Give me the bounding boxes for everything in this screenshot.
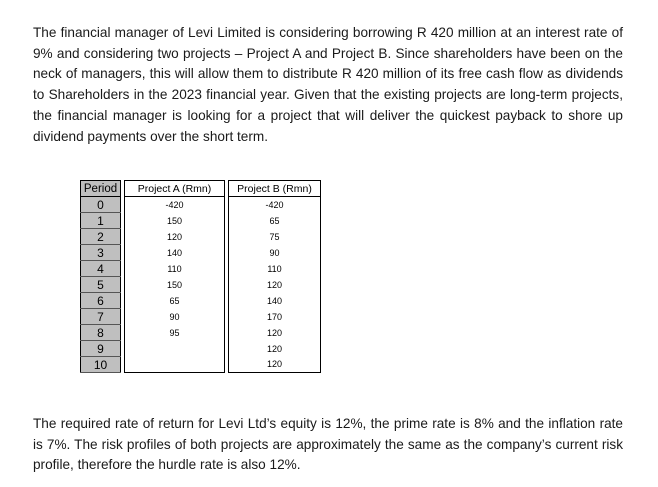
intro-paragraph: The financial manager of Levi Limited is considering borrowing R 420 million at an interest rate of 9% and considering two projects – Project A and Project B. Since shareholders have been on the neck of managers, this will allow them to distribute R 420 million of its free cash flow as dividends to Shareholders in the 2023 financial year. Given that the existing projects are long-term projects, the financial manager is looking for a project that will deliver the quickest payback to shore up dividend payments over the short term. (33, 25, 623, 144)
period-cell: 4 (81, 261, 121, 277)
cash-flow-table (80, 180, 321, 373)
table-row (81, 197, 321, 213)
table-row (81, 325, 321, 341)
period-cell: 1 (81, 213, 121, 229)
project-b-cell: 120 (229, 325, 321, 341)
project-b-cell: 75 (229, 229, 321, 245)
period-header: Period (81, 181, 121, 197)
project-a-cell: 90 (125, 309, 225, 325)
table-row (81, 245, 321, 261)
project-a-cell: 150 (125, 277, 225, 293)
project-b-cell: 120 (229, 341, 321, 357)
table-row (81, 357, 321, 373)
table-header-row (81, 181, 321, 197)
period-cell: 2 (81, 229, 121, 245)
table-row (81, 213, 321, 229)
project-b-cell: 120 (229, 357, 321, 373)
project-a-cell (125, 357, 225, 373)
period-cell: 7 (81, 309, 121, 325)
period-cell: 5 (81, 277, 121, 293)
table-row (81, 309, 321, 325)
project-a-header: Project A (Rmn) (125, 181, 225, 197)
project-a-cell: -420 (125, 197, 225, 213)
project-a-cell (125, 341, 225, 357)
outro-paragraph: The required rate of return for Levi Ltd’s equity is 12%, the prime rate is 8% and the inflation rate is 7%. The risk profiles of both projects are approximately the same as the company’s current risk profile, therefore the hurdle rate is also 12%. (33, 416, 623, 473)
project-b-cell: 170 (229, 309, 321, 325)
table-row (81, 293, 321, 309)
project-b-cell: -420 (229, 197, 321, 213)
project-a-cell: 120 (125, 229, 225, 245)
period-cell: 9 (81, 341, 121, 357)
project-a-cell: 110 (125, 261, 225, 277)
project-b-cell: 65 (229, 213, 321, 229)
project-a-cell: 140 (125, 245, 225, 261)
project-a-cell: 95 (125, 325, 225, 341)
project-b-cell: 140 (229, 293, 321, 309)
table-row (81, 277, 321, 293)
project-b-cell: 120 (229, 277, 321, 293)
period-cell: 6 (81, 293, 121, 309)
period-cell: 8 (81, 325, 121, 341)
table-row (81, 229, 321, 245)
period-cell: 10 (81, 357, 121, 373)
project-b-cell: 90 (229, 245, 321, 261)
period-cell: 3 (81, 245, 121, 261)
project-a-cell: 150 (125, 213, 225, 229)
table-row (81, 341, 321, 357)
table-row (81, 261, 321, 277)
project-a-cell: 65 (125, 293, 225, 309)
project-b-cell: 110 (229, 261, 321, 277)
project-b-header: Project B (Rmn) (229, 181, 321, 197)
table-body (81, 197, 321, 373)
period-cell: 0 (81, 197, 121, 213)
